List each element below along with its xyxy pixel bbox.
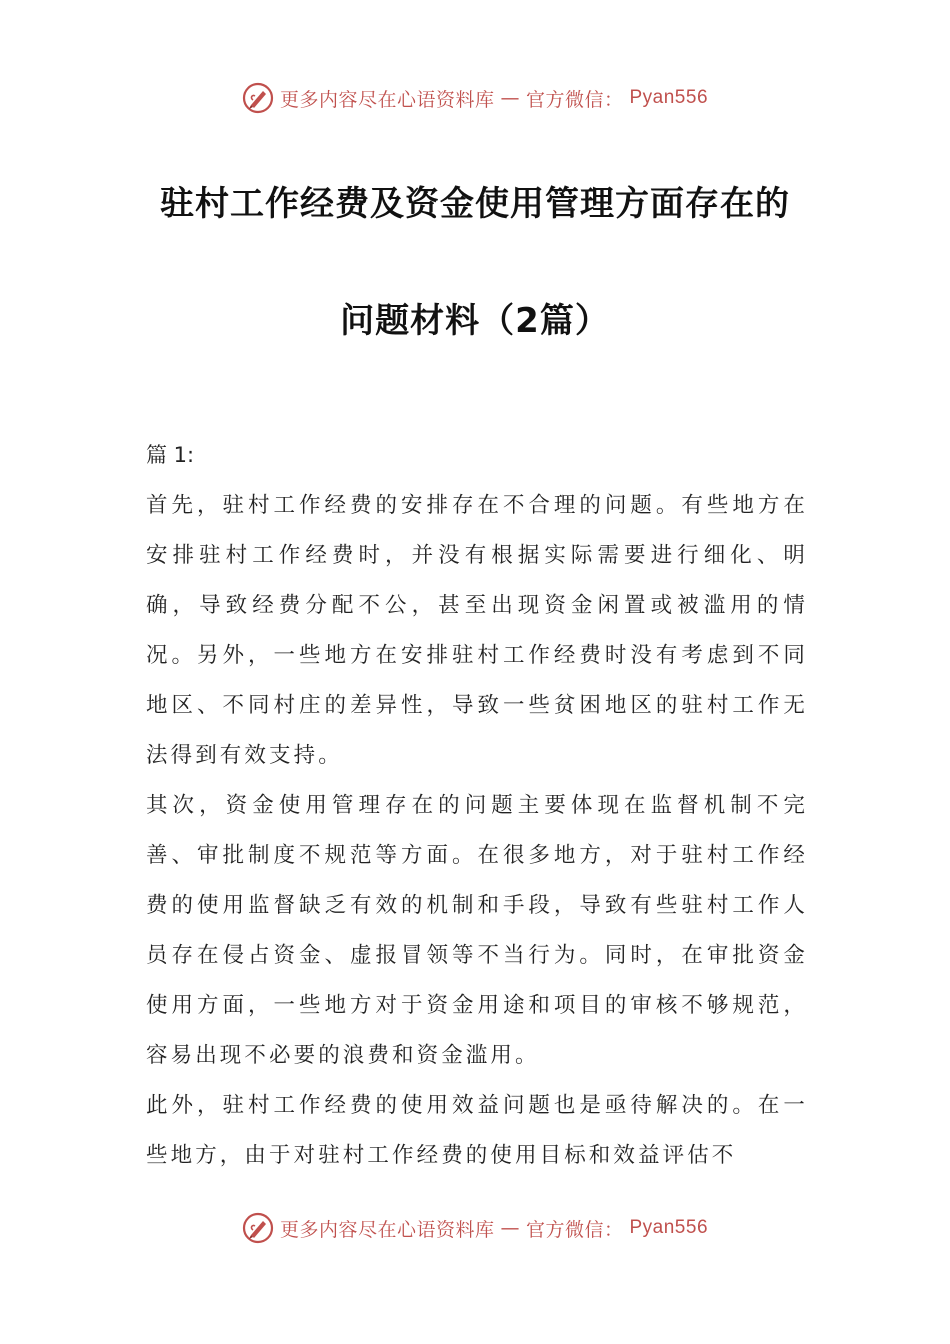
body-paragraph: 此外，驻村工作经费的使用效益问题也是亟待解决的。在一些地方，由于对驻村工作经费的使用目标和效益评估不 bbox=[146, 1093, 808, 1168]
watermark-main-text: 更多内容尽在心语资料库 bbox=[279, 88, 495, 111]
watermark-dash: — bbox=[500, 87, 520, 109]
watermark-wechat-id: Pyan556 bbox=[629, 1217, 709, 1238]
document-body bbox=[146, 435, 808, 1181]
document-title-line-1: 驻村工作经费及资金使用管理方面存在的 bbox=[160, 184, 790, 224]
section-label: 篇 1: bbox=[146, 443, 195, 467]
header-watermark bbox=[0, 82, 950, 114]
footer-watermark bbox=[0, 1212, 950, 1244]
watermark-sub-text: 官方微信： bbox=[525, 88, 624, 111]
watermark-sub-text: 官方微信： bbox=[525, 1218, 624, 1241]
body-paragraph: 其次，资金使用管理存在的问题主要体现在监督机制不完善、审批制度不规范等方面。在很多地方，对于驻村工作经费的使用监督缺乏有效的机制和手段，导致有些驻村工作人员存在侵占资金、虚报冒领等不当行为。同时，在审批资金使用方面，一些地方对于资金用途和项目的审核不够规范，容易出现不必要的浪费和资金滥用。 bbox=[146, 793, 808, 1068]
watermark-main-text: 更多内容尽在心语资料库 bbox=[279, 1218, 495, 1241]
pen-logo-icon bbox=[242, 1212, 274, 1244]
pen-logo-icon bbox=[242, 82, 274, 114]
body-paragraph: 首先，驻村工作经费的安排存在不合理的问题。有些地方在安排驻村工作经费时，并没有根据实际需要进行细化、明确，导致经费分配不公，甚至出现资金闲置或被滥用的情况。另外，一些地方在安排驻村工作经费时没有考虑到不同地区、不同村庄的差异性，导致一些贫困地区的驻村工作无法得到有效支持。 bbox=[146, 493, 808, 768]
watermark-wechat-id: Pyan556 bbox=[629, 87, 709, 108]
watermark-dash: — bbox=[500, 1217, 520, 1239]
document-title-line-2: 问题材料（2篇） bbox=[340, 301, 610, 341]
